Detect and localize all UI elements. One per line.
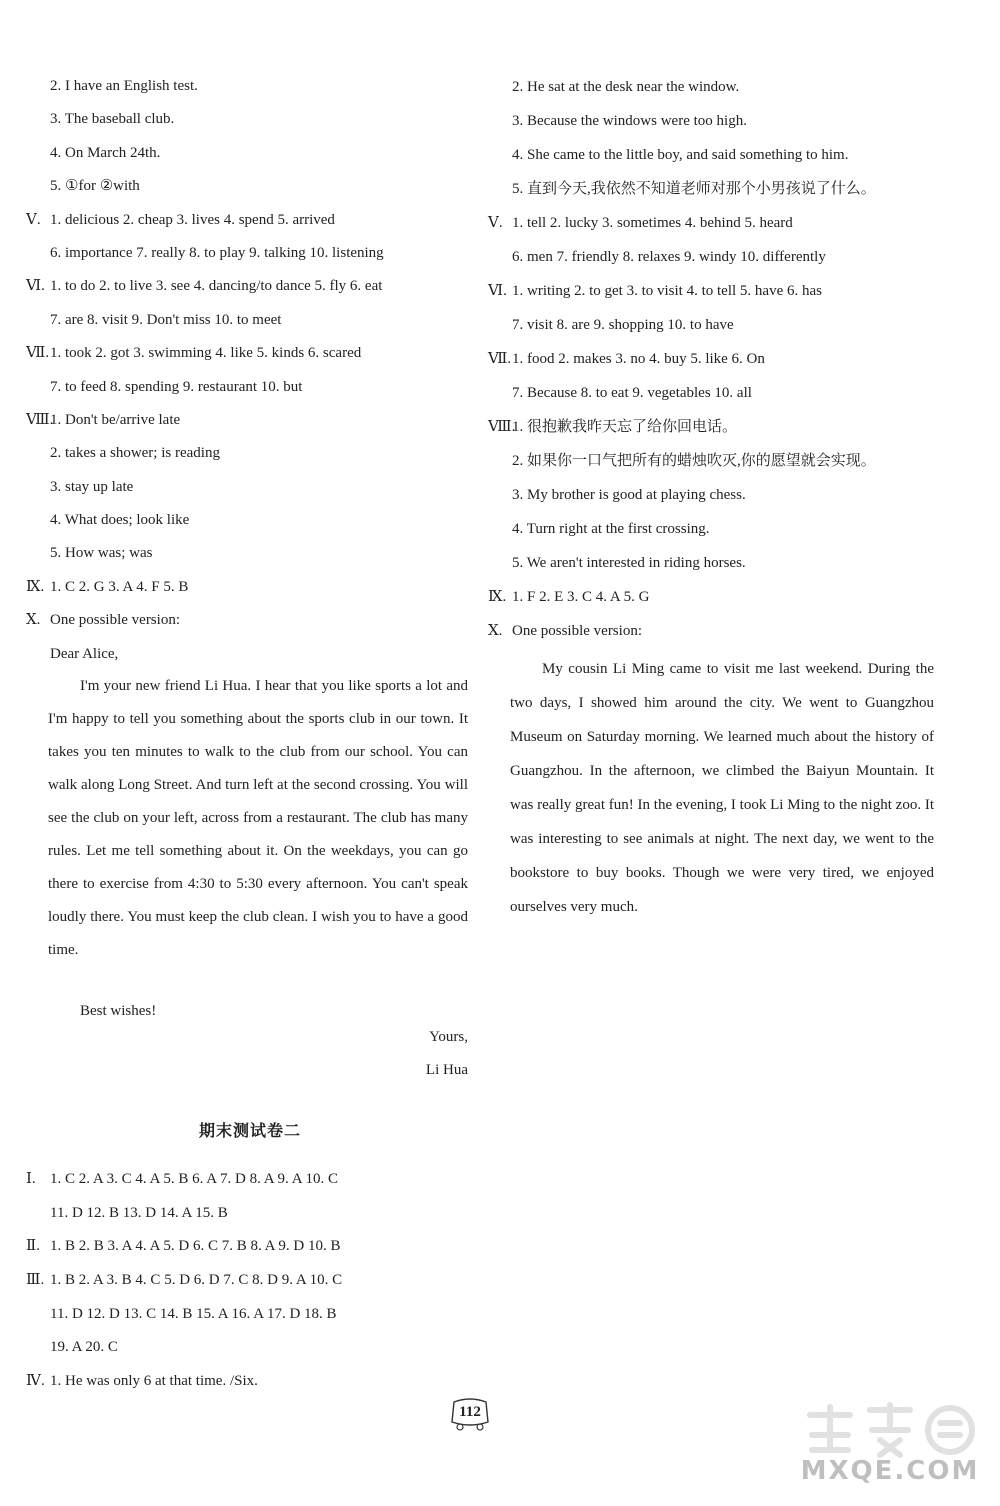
answer-text: 2. 如果你一口气把所有的蜡烛吹灭,你的愿望就会实现。: [512, 453, 876, 469]
roman-numeral: Ⅰ.: [26, 1171, 36, 1187]
answer-line: [26, 237, 471, 270]
roman-numeral: Ⅴ.: [488, 215, 503, 231]
answer-line: [26, 638, 471, 671]
answer-line: [488, 444, 938, 478]
answer-line: [26, 571, 471, 604]
answer-text: 19. A 20. C: [50, 1339, 118, 1356]
answer-line: [488, 512, 938, 546]
answer-line: [26, 604, 471, 637]
answer-line: [26, 1230, 476, 1264]
answer-line: [26, 404, 471, 437]
answer-text: 4. What does; look like: [50, 512, 190, 529]
answer-text: 11. D 12. B 13. D 14. A 15. B: [50, 1204, 228, 1221]
answer-line: [26, 504, 471, 537]
answer-line: [488, 342, 938, 376]
answer-text: 1. B 2. A 3. B 4. C 5. D 6. D 7. C 8. D 9. A 10. C: [50, 1272, 343, 1289]
roman-numeral: Ⅹ.: [488, 623, 503, 639]
answer-text: 1. C 2. G 3. A 4. F 5. B: [50, 578, 189, 595]
answer-line: [26, 371, 471, 404]
answer-text: 11. D 12. D 13. C 14. B 15. A 16. A 17. D 18. B: [50, 1305, 337, 1322]
roman-numeral: Ⅴ.: [26, 211, 41, 228]
part2-answer-lines: [26, 1163, 476, 1399]
right-column: [488, 70, 938, 915]
answer-text: 7. visit 8. are 9. shopping 10. to have: [512, 317, 734, 333]
answer-line: [488, 478, 938, 512]
answer-text: 6. men 7. friendly 8. relaxes 9. windy 10. differently: [512, 249, 826, 265]
answer-line: [26, 1197, 476, 1231]
answer-text: Dear Alice,: [50, 645, 119, 662]
answer-text: 4. On March 24th.: [50, 144, 161, 161]
roman-numeral: Ⅵ.: [488, 283, 507, 299]
part2-answers: [26, 1163, 476, 1399]
answer-line: [26, 270, 471, 303]
answer-text: 7. to feed 8. spending 9. restaurant 10. but: [50, 378, 303, 395]
answer-line: [26, 1331, 476, 1365]
roman-numeral: Ⅷ.: [488, 419, 516, 435]
answer-text: 6. importance 7. really 8. to play 9. talking 10. listening: [50, 244, 384, 261]
roman-numeral: Ⅵ.: [26, 278, 45, 295]
answer-text: 5. We aren't interested in riding horses.: [512, 555, 746, 571]
answer-text: 1. to do 2. to live 3. see 4. dancing/to dance 5. fly 6. eat: [50, 278, 383, 295]
answer-text: 4. She came to the little boy, and said something to him.: [512, 147, 849, 163]
answer-line: [488, 614, 938, 648]
answer-line: [26, 1264, 476, 1298]
answer-text: 1. tell 2. lucky 3. sometimes 4. behind 5. heard: [512, 215, 793, 231]
answer-text: 1. writing 2. to get 3. to visit 4. to tell 5. have 6. has: [512, 283, 822, 299]
answer-line: [26, 170, 471, 203]
answer-text: One possible version:: [50, 612, 180, 629]
roman-numeral: Ⅸ.: [488, 589, 507, 605]
answer-line: [26, 1298, 476, 1332]
answer-text: 3. The baseball club.: [50, 111, 175, 128]
answer-line: [488, 206, 938, 240]
answer-line: [26, 70, 471, 103]
answer-text: One possible version:: [512, 623, 642, 639]
answer-text: 7. Because 8. to eat 9. vegetables 10. all: [512, 385, 752, 401]
answer-line: [26, 137, 471, 170]
answer-line: [26, 337, 471, 370]
answer-text: 1. F 2. E 3. C 4. A 5. G: [512, 589, 650, 605]
section-title: 期末测试卷二: [198, 1123, 301, 1140]
answer-line: [488, 308, 938, 342]
answer-text: 3. Because the windows were too high.: [512, 113, 747, 129]
answer-text: 2. takes a shower; is reading: [50, 445, 220, 462]
answer-text: 4. Turn right at the first crossing.: [512, 521, 710, 537]
roman-numeral: Ⅶ.: [26, 345, 50, 362]
left-essay-signature: Li Hua: [425, 1062, 468, 1078]
answer-line: [488, 274, 938, 308]
answer-line: [488, 104, 938, 138]
answer-line: [26, 537, 471, 570]
answer-text: 1. He was only 6 at that time. /Six.: [50, 1373, 258, 1390]
answer-text: 1. took 2. got 3. swimming 4. like 5. kinds 6. scared: [50, 345, 362, 362]
answer-line: [488, 172, 938, 206]
page-number: 112: [459, 1404, 481, 1420]
answer-text: 3. stay up late: [50, 478, 134, 495]
answer-text: 1. Don't be/arrive late: [50, 411, 181, 428]
answer-text: 2. I have an English test.: [50, 78, 198, 94]
answer-line: [488, 70, 938, 104]
answer-line: [488, 138, 938, 172]
roman-numeral: Ⅷ.: [26, 411, 54, 428]
answer-line: [488, 240, 938, 274]
answer-text: 5. How was; was: [50, 545, 153, 562]
left-essay: I'm your new friend Li Hua. I hear that you like sports a lot and I'm happy to tell you something about the sports club in our town. It takes you ten minutes to walk to the club from our school. You can walk along Long Street. And turn left at the second crossing. You will see the club on your left, across from a restaurant. The club has many rules. Let me tell something about it. On the weekdays, you can go there to exercise from 4:30 to 5:30 every afternoon. You can't speak loudly there. You must keep the club clean. I wish you to have a good time.: [48, 678, 468, 958]
answer-line: [488, 580, 938, 614]
right-answer-lines: [488, 70, 938, 648]
answer-line: [26, 304, 471, 337]
answer-line: [488, 376, 938, 410]
left-column: [26, 70, 471, 1078]
answer-line: [488, 546, 938, 580]
answer-text: 7. are 8. visit 9. Don't miss 10. to meet: [50, 311, 282, 328]
roman-numeral: Ⅳ.: [26, 1373, 45, 1390]
roman-numeral: Ⅶ.: [488, 351, 512, 367]
answer-text: 5. ①for ②with: [50, 178, 140, 195]
answer-line: [26, 437, 471, 470]
watermark-text: MXQE.COM: [800, 1456, 980, 1486]
answer-text: 1. food 2. makes 3. no 4. buy 5. like 6. On: [512, 351, 765, 367]
answer-text: 2. He sat at the desk near the window.: [512, 79, 740, 95]
answer-line: [26, 103, 471, 136]
answer-text: 1. B 2. B 3. A 4. A 5. D 6. C 7. B 8. A 9. D 10. B: [50, 1238, 341, 1255]
roman-numeral: Ⅲ.: [26, 1272, 45, 1289]
answer-text: 1. C 2. A 3. C 4. A 5. B 6. A 7. D 8. A 9. A 10. C: [50, 1171, 338, 1187]
left-essay-closing: Best wishes!: [80, 1003, 157, 1019]
roman-numeral: Ⅹ.: [26, 612, 41, 629]
answer-line: [26, 1365, 476, 1399]
answer-line: [26, 471, 471, 504]
left-answer-lines: [26, 70, 471, 671]
answer-text: 5. 直到今天,我依然不知道老师对那个小男孩说了什么。: [512, 181, 876, 197]
roman-numeral: Ⅱ.: [26, 1238, 40, 1255]
answer-line: [26, 1163, 476, 1197]
answer-line: [26, 204, 471, 237]
answer-text: 3. My brother is good at playing chess.: [512, 487, 746, 503]
answer-line: [488, 410, 938, 444]
right-essay: My cousin Li Ming came to visit me last weekend. During the two days, I showed him around the city. We went to Guangzhou Museum on Saturday morning. We learned much about the history of Guangzhou. In the afternoon, we climbed the Baiyun Mountain. It was really great fun! In the evening, I took Li Ming to the night zoo. It was interesting to see animals at night. The next day, we went to the bookstore to buy books. Though we were very tired, we enjoyed ourselves very much.: [510, 661, 934, 915]
left-essay-yours: Yours,: [429, 1029, 468, 1045]
answer-text: 1. delicious 2. cheap 3. lives 4. spend 5. arrived: [50, 211, 335, 228]
answer-text: 1. 很抱歉我昨天忘了给你回电话。: [512, 419, 738, 435]
roman-numeral: Ⅸ.: [26, 578, 45, 595]
